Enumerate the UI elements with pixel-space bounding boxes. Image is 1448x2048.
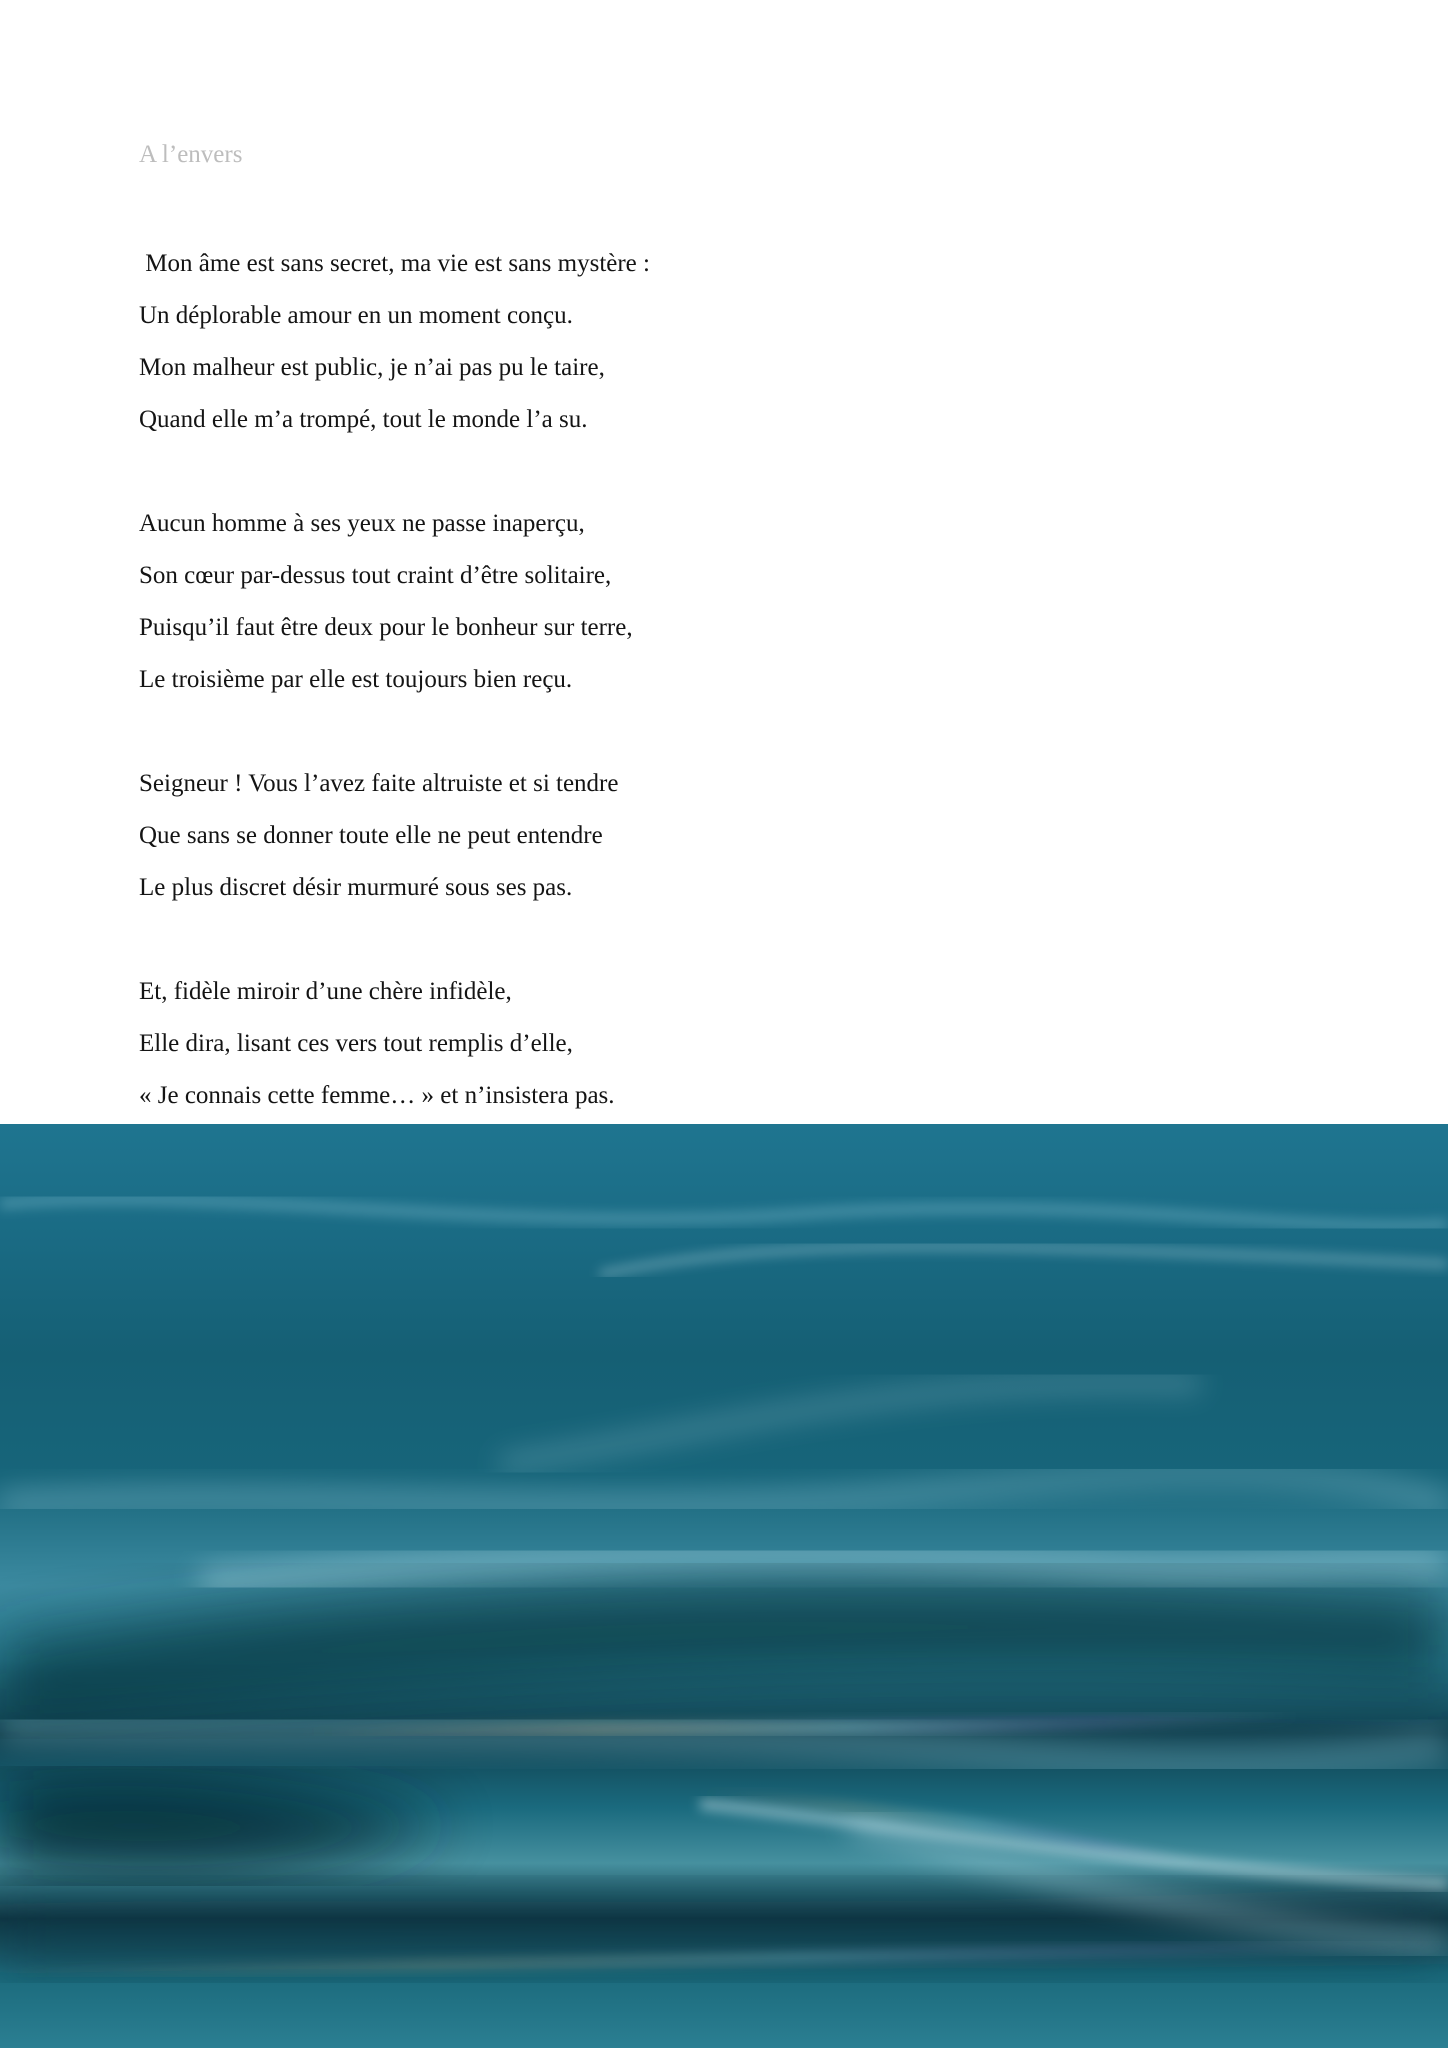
verse-line: « Je connais cette femme… » et n’insistera pas. (139, 1082, 615, 1109)
verse-line: Et, fidèle miroir d’une chère infidèle, (139, 978, 512, 1005)
verse-line: Seigneur ! Vous l’avez faite altruiste et si tendre (139, 770, 619, 797)
verse-line: Elle dira, lisant ces vers tout remplis d’elle, (139, 1030, 573, 1057)
stanza-1 (139, 238, 1319, 446)
verse-line: Le plus discret désir murmuré sous ses pas. (139, 874, 573, 901)
water-photo (0, 1124, 1448, 2048)
stanza-2 (139, 498, 1319, 706)
verse-line: Le troisième par elle est toujours bien reçu. (139, 666, 573, 693)
poem-block (139, 135, 1319, 1174)
poem-title: A l’envers (139, 141, 243, 168)
stanza-4 (139, 966, 1319, 1122)
verse-line: Quand elle m’a trompé, tout le monde l’a su. (139, 406, 588, 433)
verse-line: Mon âme est sans secret, ma vie est sans mystère : (139, 250, 650, 277)
verse-line: Que sans se donner toute elle ne peut entendre (139, 822, 603, 849)
verse-line: Un déplorable amour en un moment conçu. (139, 302, 573, 329)
water-ripples (0, 1124, 1448, 2048)
stanza-3 (139, 758, 1319, 914)
verse-line: Son cœur par-dessus tout craint d’être solitaire, (139, 562, 612, 589)
verse-line: Mon malheur est public, je n’ai pas pu le taire, (139, 354, 605, 381)
verse-line: Puisqu’il faut être deux pour le bonheur sur terre, (139, 614, 633, 641)
verse-line: Aucun homme à ses yeux ne passe inaperçu, (139, 510, 585, 537)
